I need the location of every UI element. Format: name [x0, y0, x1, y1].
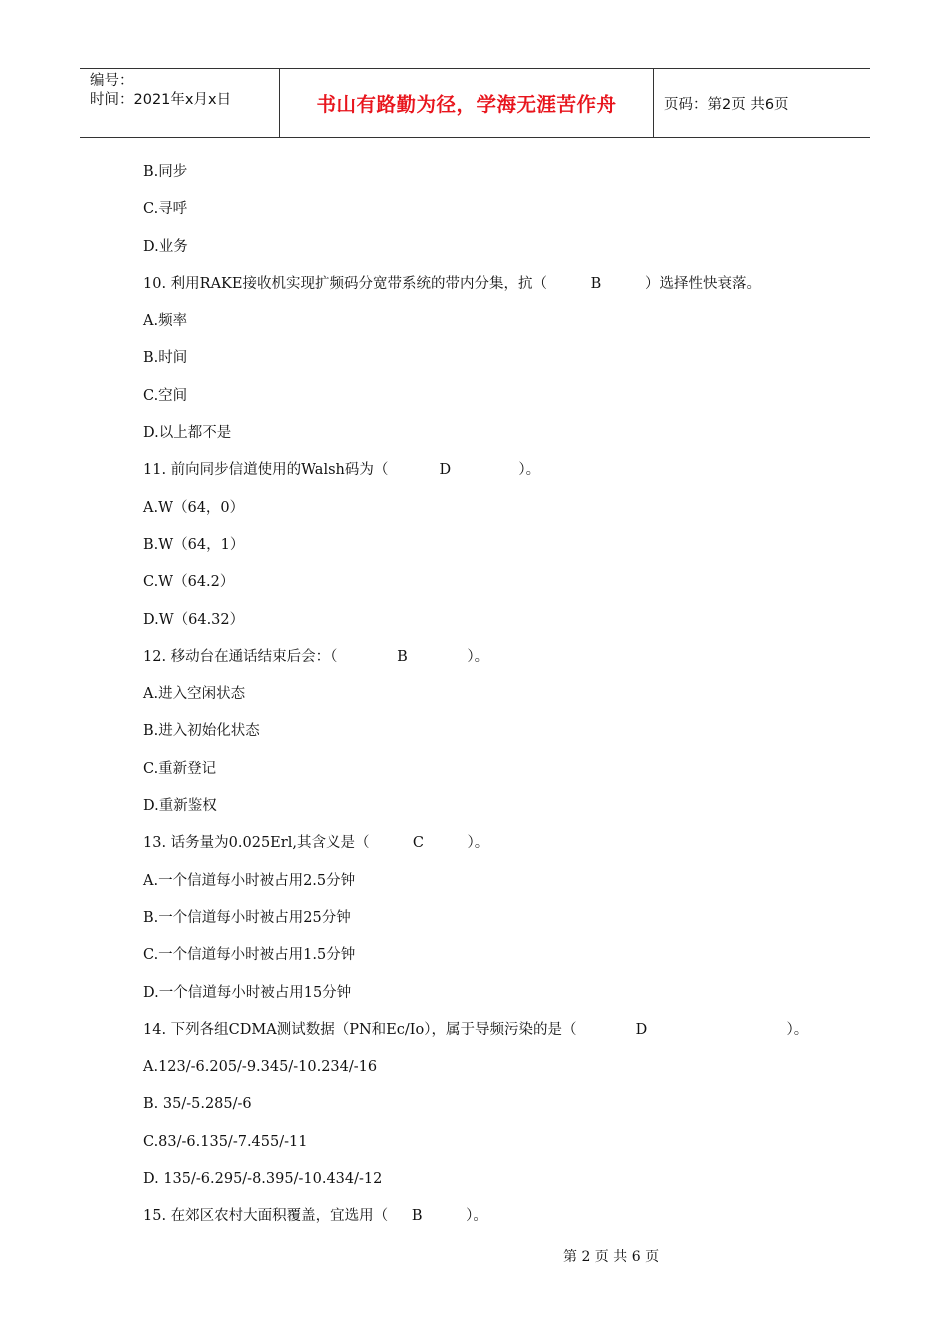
line-text-end: ）选择性快衰落。 — [644, 275, 761, 292]
line-text: 11. 前向同步信道使用的Walsh码为（ — [143, 462, 389, 479]
document-line — [143, 234, 843, 271]
line-text-end: ）。 — [466, 1208, 488, 1225]
answer-letter: B — [411, 1208, 423, 1225]
line-text: B.同步 — [143, 164, 188, 180]
document-line — [143, 793, 843, 830]
document-line — [143, 1017, 843, 1054]
document-line — [143, 532, 843, 569]
document-line — [143, 905, 843, 942]
footer-page-number: 第 2 页 共 6 页 — [563, 1249, 660, 1265]
answer-letter: B — [590, 275, 602, 292]
line-text: B. 35/-5.285/-6 — [143, 1096, 252, 1113]
line-text: D.重新鉴权 — [143, 798, 217, 815]
answer-letter: B — [397, 648, 408, 665]
line-text-end: ）。 — [467, 648, 490, 665]
answer-letter: D — [439, 462, 452, 479]
header-meta — [80, 69, 280, 137]
line-text: C.一个信道每小时被占用1.5分钟 — [143, 947, 356, 964]
answer-letter: C — [412, 835, 424, 852]
line-text: C.W（64.2） — [143, 574, 235, 591]
line-text: 12. 移动台在通话结束后会：（ — [143, 648, 338, 665]
document-line — [143, 383, 843, 420]
line-text: B.时间 — [143, 350, 188, 367]
page-header — [80, 68, 870, 138]
line-text: B.W（64，1） — [143, 536, 245, 553]
line-text: A.频率 — [143, 313, 188, 330]
document-line — [143, 681, 843, 718]
document-line — [143, 718, 843, 755]
line-text: 10. 利用RAKE接收机实现扩频码分宽带系统的带内分集，抗（ — [143, 275, 547, 292]
line-text: B.进入初始化状态 — [143, 723, 260, 740]
line-text: A.123/-6.205/-9.345/-10.234/-16 — [143, 1059, 378, 1076]
line-text-end: ）。 — [518, 462, 541, 479]
document-line — [143, 196, 843, 233]
line-text: C.寻呼 — [143, 201, 188, 218]
document-line — [143, 644, 843, 681]
document-line — [143, 1203, 843, 1240]
document-line — [143, 1166, 843, 1203]
line-text: D.一个信道每小时被占用15分钟 — [143, 984, 352, 1001]
line-text: D. 135/-6.295/-8.395/-10.434/-12 — [143, 1171, 383, 1188]
document-line — [143, 756, 843, 793]
line-text: D.业务 — [143, 238, 188, 255]
document-line — [143, 457, 843, 494]
line-text: 13. 话务量为0.025Erl,其含义是（ — [143, 835, 370, 852]
document-time-label: 时间：2021年x月x日 — [90, 92, 232, 108]
document-line — [143, 1129, 843, 1166]
header-motto: 书山有路勤为径，学海无涯苦作舟 — [280, 69, 654, 137]
line-text: C.重新登记 — [143, 760, 217, 777]
document-line — [143, 830, 843, 867]
answer-letter: D — [635, 1021, 648, 1038]
document-line — [143, 942, 843, 979]
document-line — [143, 980, 843, 1017]
line-text: C.空间 — [143, 387, 188, 404]
header-page-label: 页码：第2页 共6页 — [664, 96, 789, 113]
document-line — [143, 495, 843, 532]
line-text: D.W（64.32） — [143, 611, 245, 628]
line-text: B.一个信道每小时被占用25分钟 — [143, 909, 351, 926]
document-line — [143, 1054, 843, 1091]
document-line — [143, 1091, 843, 1128]
line-text: A.W（64，0） — [143, 499, 245, 516]
document-number-label: 编号： — [90, 73, 134, 89]
line-text: A.一个信道每小时被占用2.5分钟 — [143, 872, 356, 889]
document-line — [143, 569, 843, 606]
question-list — [143, 159, 843, 1241]
document-line — [143, 420, 843, 457]
line-text: A.进入空闲状态 — [143, 686, 246, 703]
line-text: 14. 下列各组CDMA测试数据（PN和Ec/Io），属于导频污染的是（ — [143, 1021, 577, 1038]
line-text: 15. 在郊区农村大面积覆盖，宜选用（ — [143, 1208, 389, 1225]
line-text: C.83/-6.135/-7.455/-11 — [143, 1133, 308, 1150]
document-line — [143, 308, 843, 345]
document-line — [143, 159, 843, 196]
line-text-end: ）。 — [467, 835, 490, 852]
document-line — [143, 345, 843, 382]
line-text: D.以上都不是 — [143, 425, 232, 442]
document-line — [143, 607, 843, 644]
line-text-end: ）。 — [786, 1021, 809, 1038]
document-line — [143, 271, 843, 308]
document-line — [143, 868, 843, 905]
